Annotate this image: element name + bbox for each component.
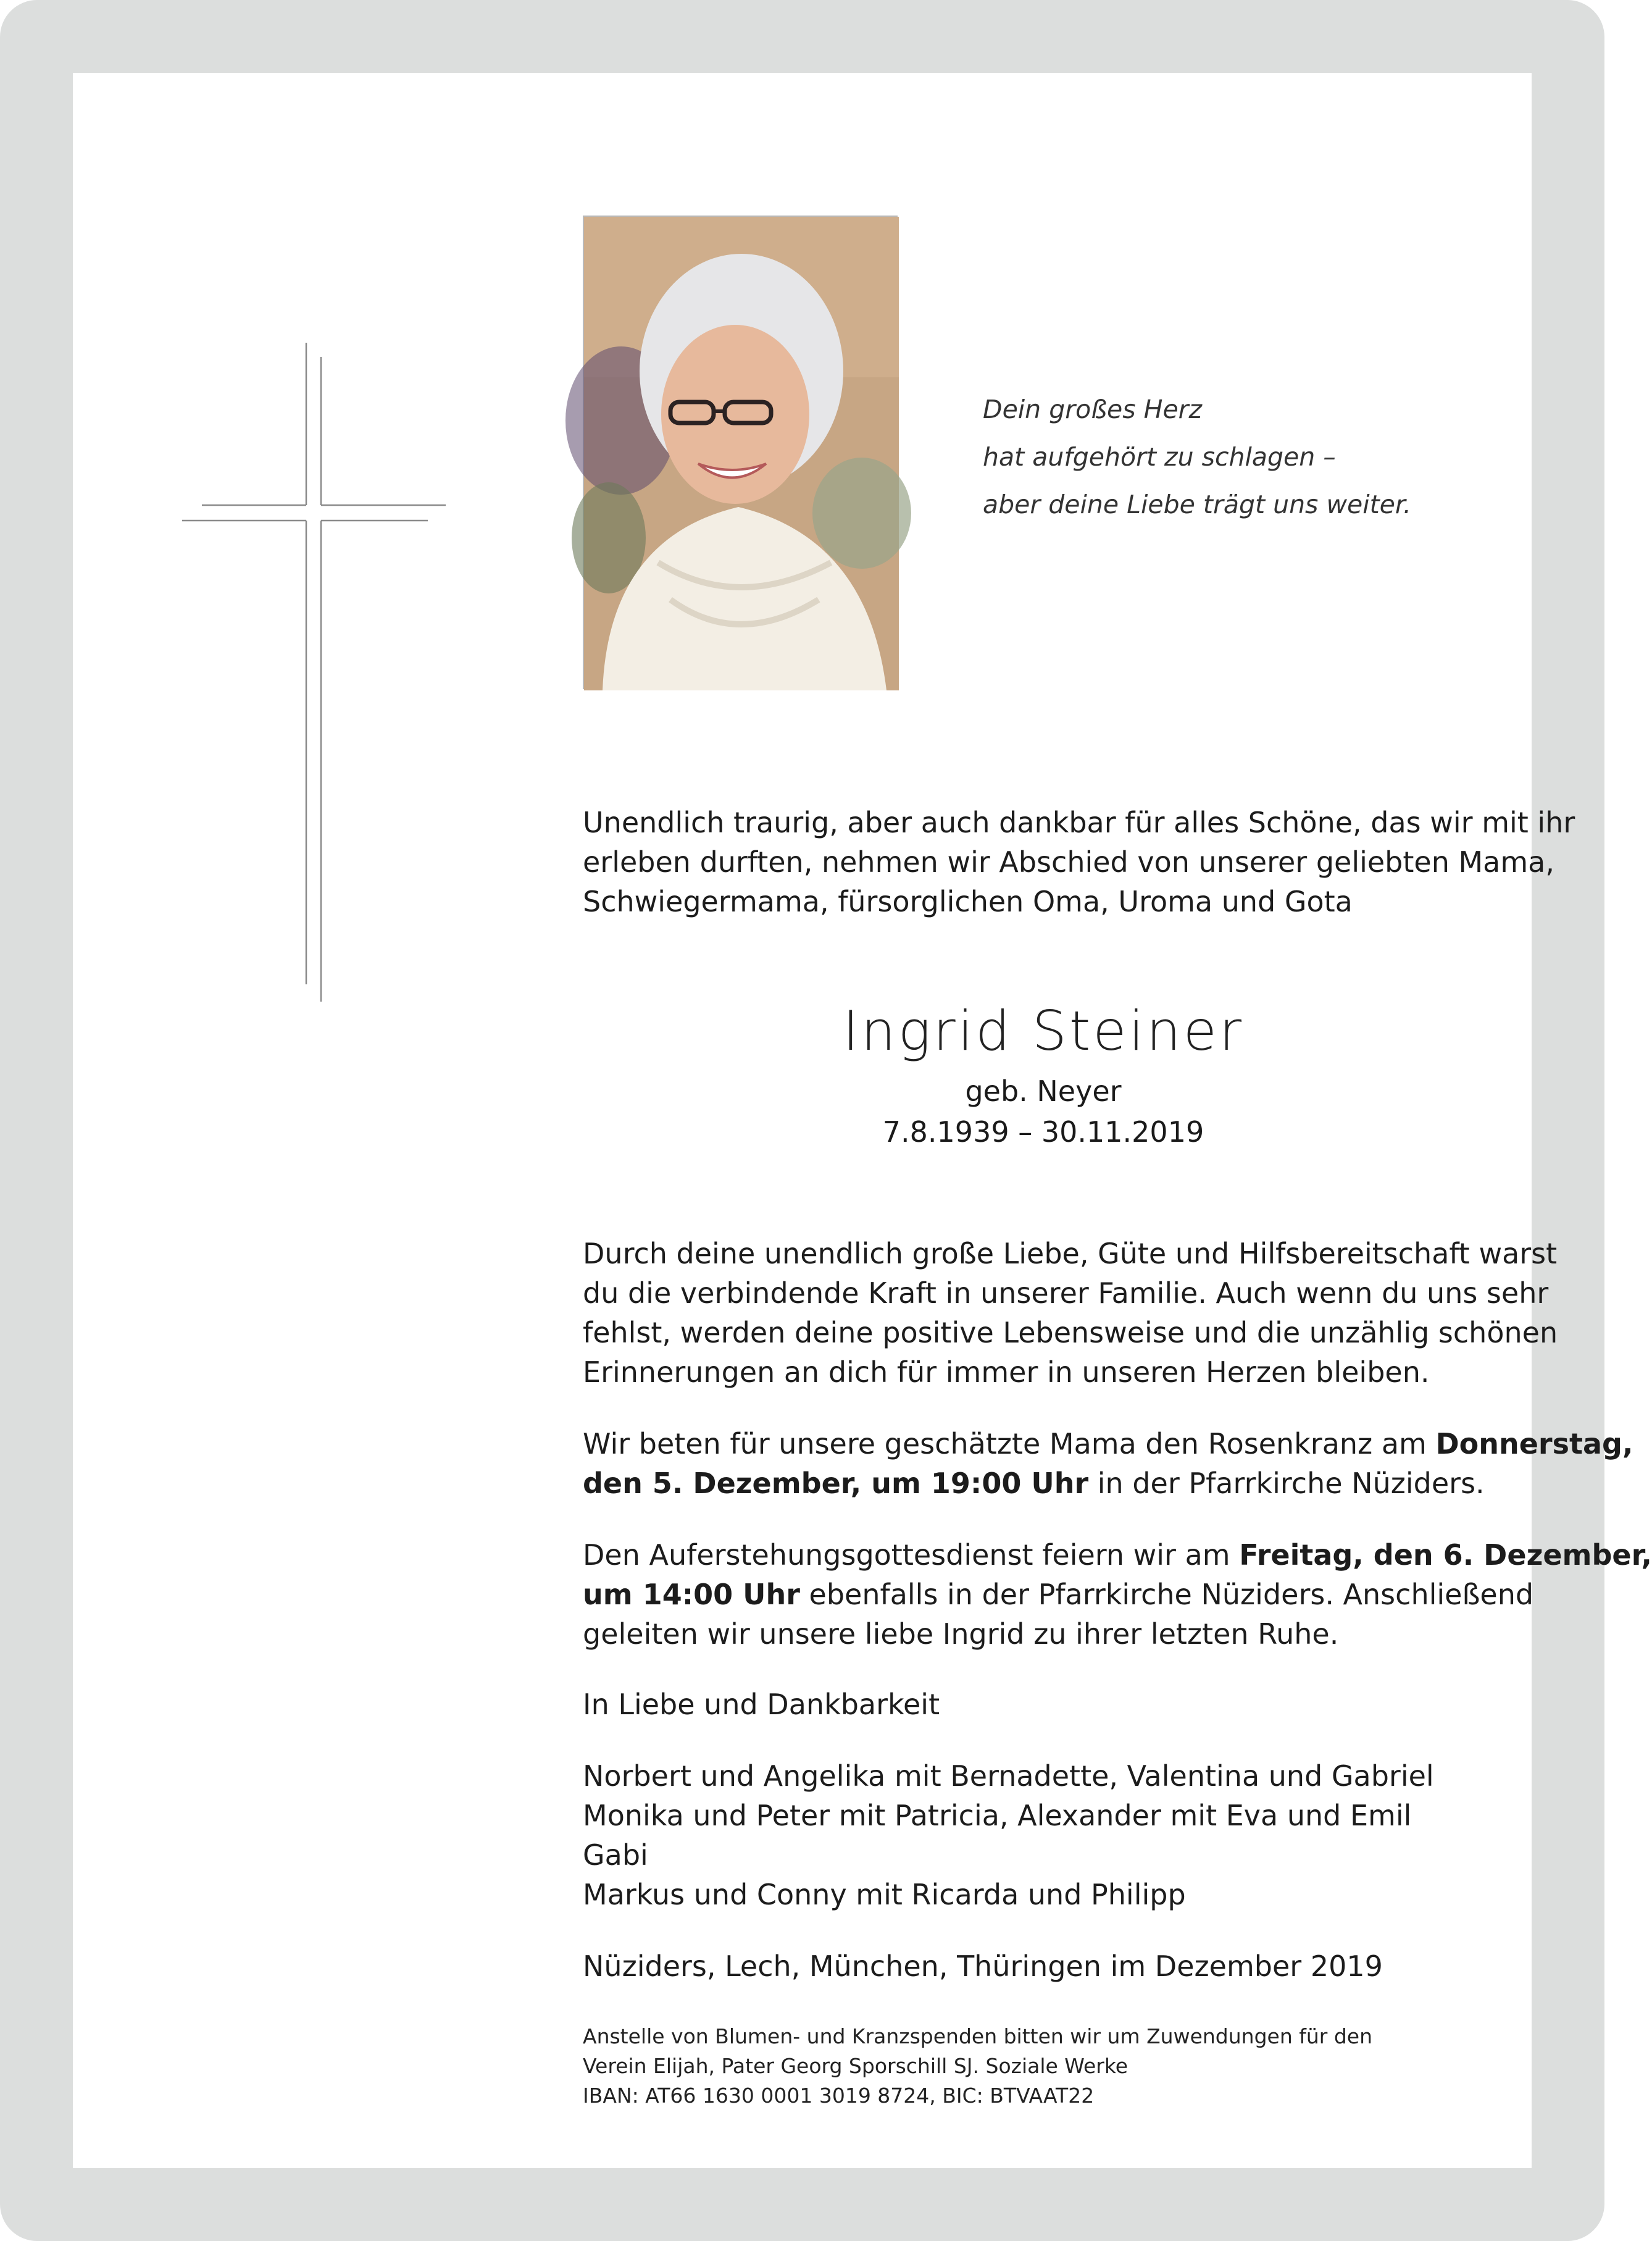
tribute-line: Durch deine unendlich große Liebe, Güte und Hilfsbereitschaft warst — [583, 1237, 1558, 1270]
donation-line: Anstelle von Blumen- und Kranzspenden bitten wir um Zuwendungen für den — [583, 2024, 1372, 2048]
deceased-name: Ingrid Steiner — [842, 999, 1245, 1063]
rosary-place: in der Pfarrkirche Nüziders. — [1088, 1467, 1485, 1500]
family-list — [583, 1756, 1521, 1914]
intro-line: Unendlich traurig, aber auch dankbar für alles Schöne, das wir mit ihr — [583, 806, 1575, 839]
tribute-paragraph — [583, 1234, 1558, 1392]
rosary-day: Donnerstag, — [1435, 1427, 1633, 1460]
funeral-place: ebenfalls in der Pfarrkirche Nüziders. Anschließend — [799, 1578, 1534, 1611]
tribute-line: Erinnerungen an dich für immer in unseren Herzen bleiben. — [583, 1355, 1430, 1389]
donation-note — [583, 2022, 1509, 2111]
funeral-time: um 14:00 Uhr — [583, 1578, 800, 1611]
funeral-day: Freitag, den 6. Dezember, — [1239, 1538, 1652, 1572]
closing-line: In Liebe und Dankbarkeit — [583, 1688, 940, 1721]
motto-line: aber deine Liebe trägt uns weiter. — [983, 490, 1412, 519]
family-member: Markus und Conny mit Ricarda und Philipp — [583, 1878, 1186, 1911]
funeral-text: Den Auferstehungsgottesdienst feiern wir am — [583, 1538, 1240, 1572]
intro-line: erleben durften, nehmen wir Abschied von unserer geliebten Mama, — [583, 845, 1554, 879]
life-dates: 7.8.1939 – 30.11.2019 — [882, 1115, 1204, 1149]
rosary-paragraph — [583, 1424, 1633, 1503]
family-member: Norbert und Angelika mit Bernadette, Valentina und Gabriel — [583, 1759, 1434, 1793]
tribute-line: du die verbindende Kraft in unserer Familie. Auch wenn du uns sehr — [583, 1276, 1549, 1310]
donation-line: Verein Elijah, Pater Georg Sporschill SJ. Soziale Werke — [583, 2054, 1128, 2078]
motto-line: Dein großes Herz — [983, 395, 1203, 424]
portrait-illustration — [584, 217, 899, 690]
tribute-line: fehlst, werden deine positive Lebensweise und die unzählig schönen — [583, 1316, 1558, 1349]
rosary-time: den 5. Dezember, um 19:00 Uhr — [583, 1467, 1089, 1500]
funeral-line: geleiten wir unsere liebe Ingrid zu ihrer letzten Ruhe. — [583, 1617, 1339, 1651]
motto-line: hat aufgehört zu schlagen – — [983, 442, 1336, 472]
family-member: Gabi — [583, 1838, 648, 1872]
motto-verse — [983, 386, 1477, 529]
donation-line: IBAN: AT66 1630 0001 3019 8724, BIC: BTVAAT22 — [583, 2084, 1095, 2108]
funeral-paragraph — [583, 1535, 1652, 1654]
family-member: Monika und Peter mit Patricia, Alexander mit Eva und Emil — [583, 1799, 1412, 1832]
rosary-text: Wir beten für unsere geschätzte Mama den Rosenkranz am — [583, 1427, 1436, 1460]
intro-line: Schwiegermama, fürsorglichen Oma, Uroma und Gota — [583, 885, 1353, 918]
birth-name: geb. Neyer — [965, 1074, 1122, 1108]
intro-paragraph — [583, 803, 1575, 921]
place-date: Nüziders, Lech, München, Thüringen im Dezember 2019 — [583, 1950, 1383, 1983]
portrait-photo — [583, 216, 898, 689]
